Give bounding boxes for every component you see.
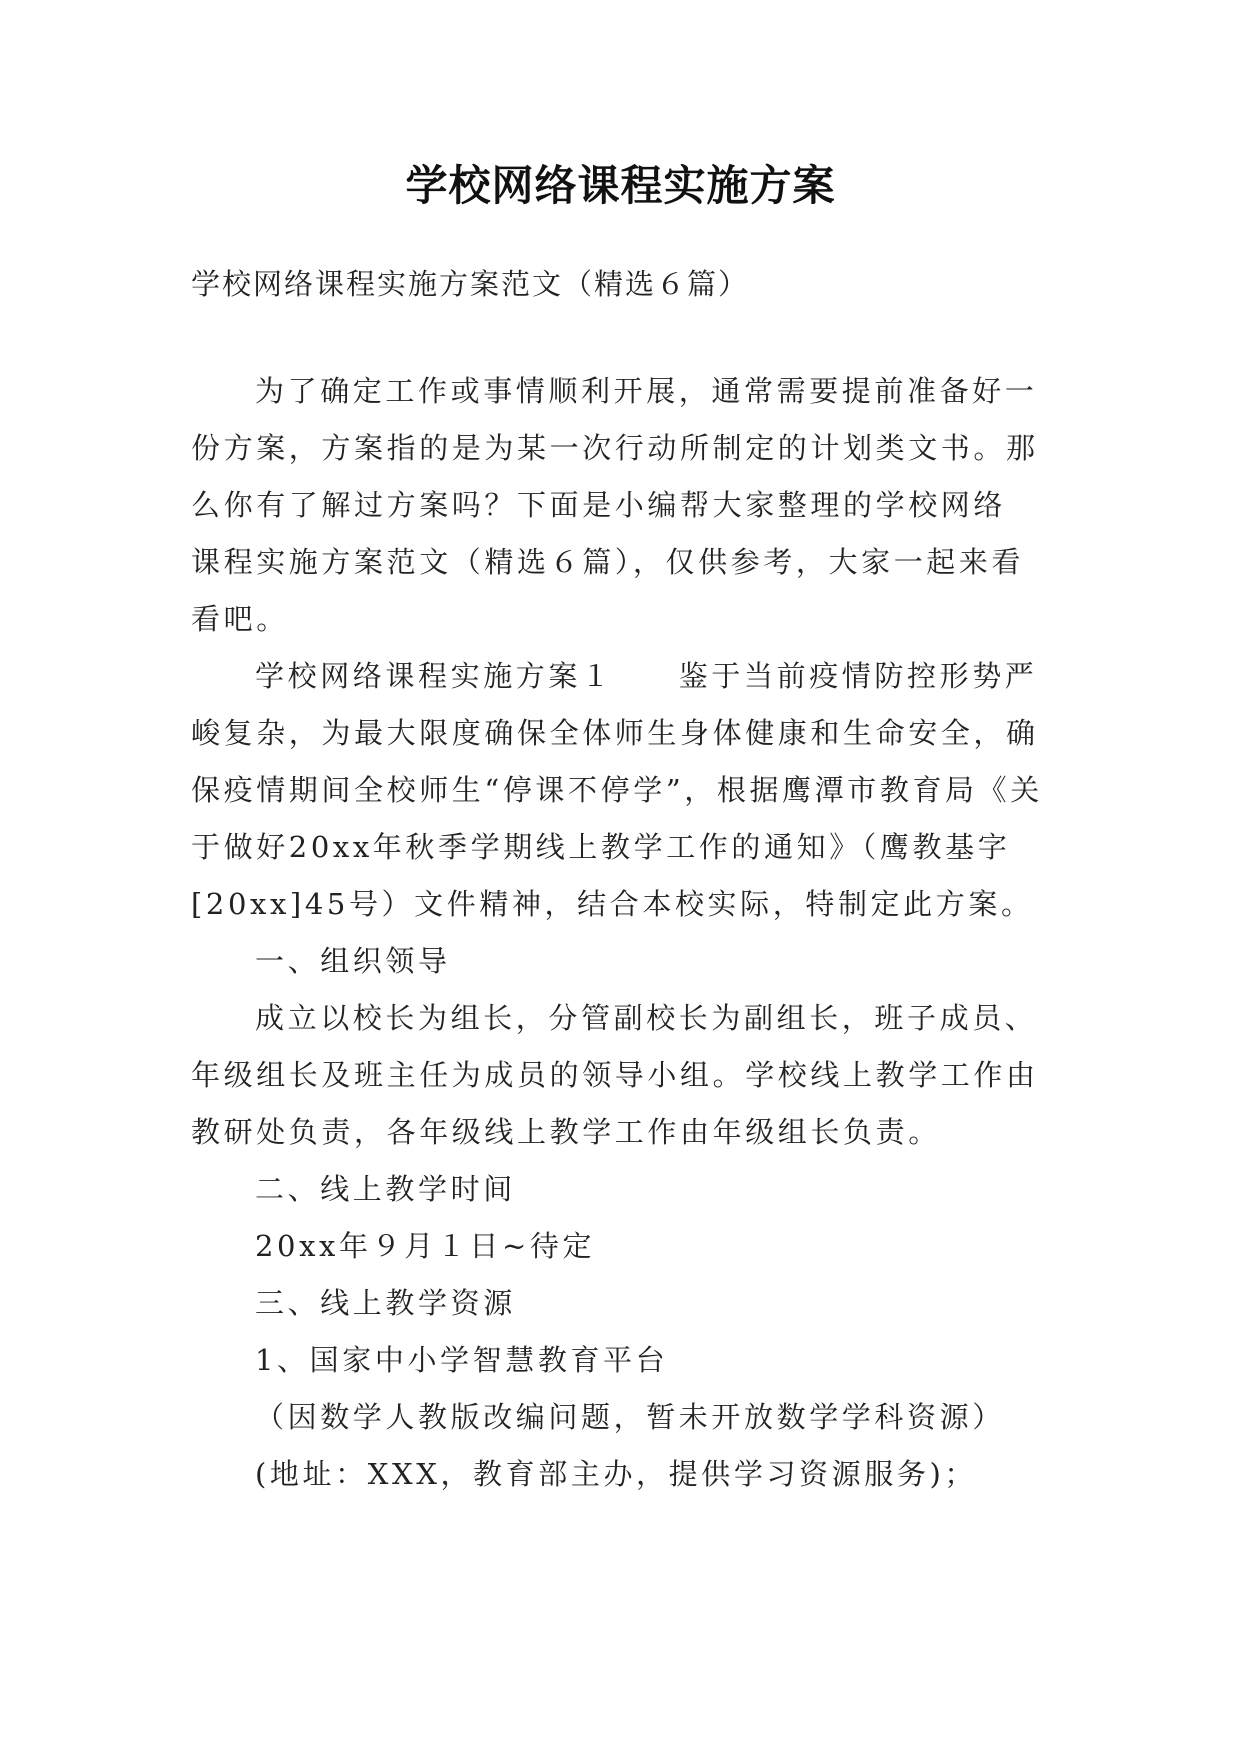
paragraph-line: 峻复杂，为最大限度确保全体师生身体健康和生命安全，确 (191, 716, 1039, 750)
paragraph-line: 年级组长及班主任为成员的领导小组。学校线上教学工作由 (191, 1058, 1039, 1092)
paragraph-line: 份方案，方案指的是为某一次行动所制定的计划类文书。那 (191, 431, 1039, 465)
paragraph-line: 20xx年９月１日~待定 (255, 1229, 596, 1263)
section-heading: 一、组织领导 (255, 944, 451, 978)
paragraph-line: 看吧。 (191, 602, 289, 636)
paragraph-line: 保疫情期间全校师生“停课不停学”，根据鹰潭市教育局《关 (191, 773, 1043, 807)
list-item: 1、国家中小学智慧教育平台 (255, 1343, 669, 1377)
paragraph-line: 么你有了解过方案吗？下面是小编帮大家整理的学校网络 (191, 488, 1007, 522)
document-title: 学校网络课程实施方案 (405, 161, 836, 210)
paragraph-line: 于做好20xx年秋季学期线上教学工作的通知》（鹰教基字 (191, 830, 1011, 864)
paragraph-line: 教研处负责，各年级线上教学工作由年级组长负责。 (191, 1115, 941, 1149)
paragraph-line: 成立以校长为组长，分管副校长为副组长，班子成员、 (255, 1001, 1038, 1035)
paragraph-line: [20xx]45号）文件精神，结合本校实际，特制定此方案。 (191, 887, 1034, 921)
paragraph-line: 学校网络课程实施方案１ 鉴于当前疫情防控形势严 (255, 659, 1038, 693)
paragraph-line: 为了确定工作或事情顺利开展，通常需要提前准备好一 (255, 374, 1038, 408)
section-heading: 二、线上教学时间 (255, 1172, 516, 1206)
paragraph-line: （因数学人教版改编问题，暂未开放数学学科资源） (255, 1400, 1005, 1434)
paragraph-line: (地址：XXX，教育部主办，提供学习资源服务)； (255, 1457, 977, 1491)
paragraph-line: 课程实施方案范文（精选６篇），仅供参考，大家一起来看 (191, 545, 1025, 579)
document-subtitle: 学校网络课程实施方案范文（精选６篇） (191, 267, 750, 301)
section-heading: 三、线上教学资源 (255, 1286, 516, 1320)
